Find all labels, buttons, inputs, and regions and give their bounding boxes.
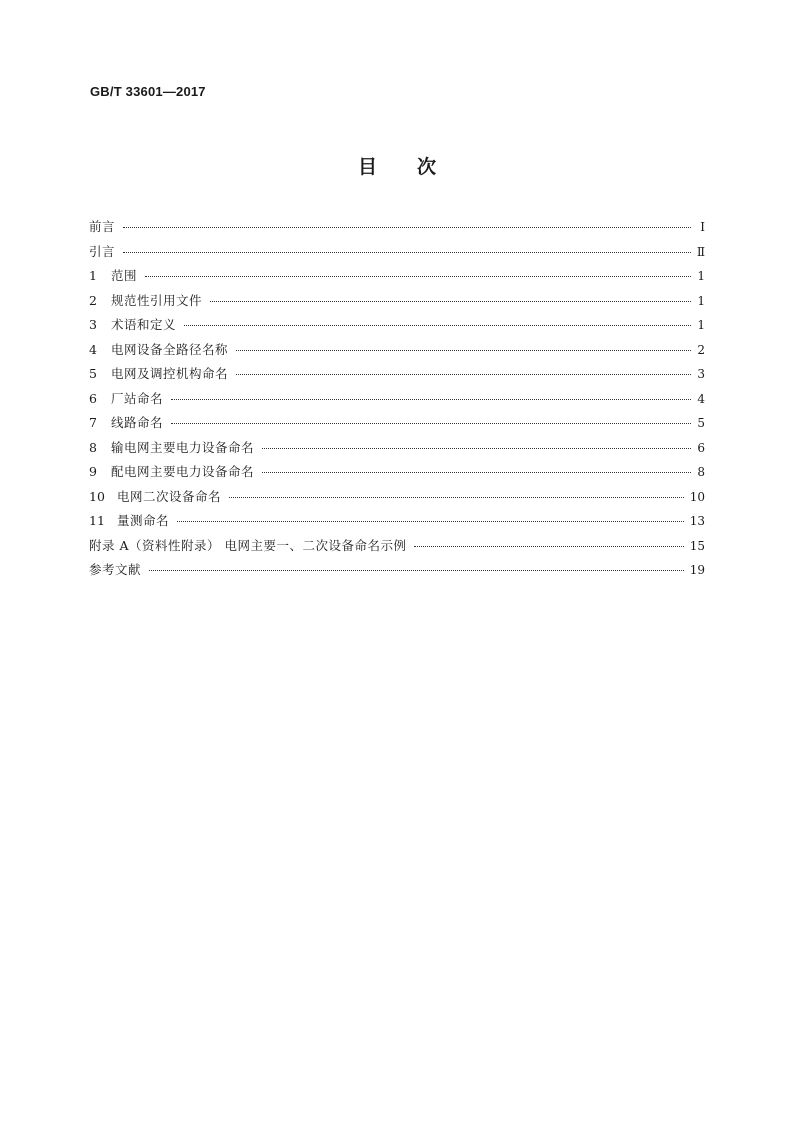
toc-page-number: 3: [697, 367, 705, 381]
toc-leader: [149, 570, 684, 571]
toc-leader: [236, 350, 691, 351]
toc-page-number: 6: [697, 440, 705, 455]
toc-leader: [177, 521, 684, 522]
toc-page-number: 10: [689, 489, 705, 504]
toc-label: 规范性引用文件: [111, 292, 203, 308]
toc-section-number: 5: [89, 366, 97, 381]
toc-label: 附录 A（资料性附录） 电网主要一、二次设备命名示例: [89, 537, 407, 553]
toc-page-number: 8: [697, 465, 705, 479]
toc-section-number: 11: [89, 513, 105, 528]
toc-entry-appendix-a[interactable]: [89, 536, 705, 561]
toc-label: 术语和定义: [111, 317, 177, 332]
toc-entry-6[interactable]: [89, 389, 705, 414]
toc-entry-references[interactable]: [89, 560, 705, 585]
toc-page-number: 1: [697, 293, 705, 308]
toc-section-number: 8: [89, 439, 97, 455]
toc-section-number: 9: [89, 464, 97, 479]
toc-section-number: 1: [89, 268, 97, 283]
toc-entry-foreword[interactable]: [89, 217, 705, 242]
standard-code: GB/T 33601—2017: [90, 84, 206, 99]
toc-label: 电网二次设备命名: [117, 488, 222, 504]
toc-page-number: 15: [689, 538, 705, 553]
toc-entry-1[interactable]: [89, 266, 705, 291]
toc-label: 厂站命名: [111, 390, 164, 406]
toc-label: 引言: [89, 243, 116, 259]
toc-page-number: 1: [697, 318, 705, 332]
toc-page-number: Ⅰ: [700, 220, 705, 234]
toc-leader: [229, 497, 684, 498]
toc-section-number: 6: [89, 390, 97, 406]
toc-entry-8[interactable]: [89, 438, 705, 463]
toc-page-number: 1: [697, 269, 705, 283]
toc-leader: [123, 227, 691, 228]
toc-leader: [171, 423, 691, 424]
toc-label: 参考文献: [89, 562, 142, 577]
toc-entry-introduction[interactable]: [89, 242, 705, 267]
toc-label: 配电网主要电力设备命名: [111, 464, 255, 479]
toc-page-number: 13: [689, 514, 705, 528]
toc-label: 前言: [89, 219, 116, 234]
toc-leader: [184, 325, 691, 326]
toc-page-number: 5: [697, 416, 705, 430]
toc-label: 量测命名: [117, 513, 170, 528]
toc-page-number: 2: [697, 342, 705, 357]
toc-page-number: 19: [689, 563, 705, 577]
page-title: 目次: [357, 156, 476, 178]
toc-leader: [123, 252, 691, 253]
toc-leader: [262, 448, 691, 449]
toc-entry-4[interactable]: [89, 340, 705, 365]
toc-page-number: Ⅱ: [696, 244, 705, 259]
toc-entry-7[interactable]: [89, 413, 705, 438]
toc-leader: [414, 546, 683, 547]
toc-section-number: 4: [89, 341, 97, 357]
toc-label: 线路命名: [111, 415, 164, 430]
toc-leader: [236, 374, 691, 375]
toc-leader: [210, 301, 691, 302]
toc-label: 范围: [111, 268, 138, 283]
toc-label: 电网及调控机构命名: [111, 366, 229, 381]
toc-section-number: 7: [89, 415, 97, 430]
toc-entry-9[interactable]: [89, 462, 705, 487]
toc-section-number: 2: [89, 292, 97, 308]
toc-label: 输电网主要电力设备命名: [111, 439, 255, 455]
toc-entry-3[interactable]: [89, 315, 705, 340]
toc-label: 电网设备全路径名称: [111, 341, 229, 357]
toc-section-number: 3: [89, 317, 97, 332]
toc-entry-5[interactable]: [89, 364, 705, 389]
toc-page-number: 4: [697, 391, 705, 406]
toc-entry-11[interactable]: [89, 511, 705, 536]
toc-leader: [262, 472, 691, 473]
toc-section-number: 10: [89, 488, 105, 504]
table-of-contents: [89, 217, 705, 585]
toc-leader: [145, 276, 691, 277]
toc-entry-10[interactable]: [89, 487, 705, 512]
toc-leader: [171, 399, 691, 400]
toc-entry-2[interactable]: [89, 291, 705, 316]
